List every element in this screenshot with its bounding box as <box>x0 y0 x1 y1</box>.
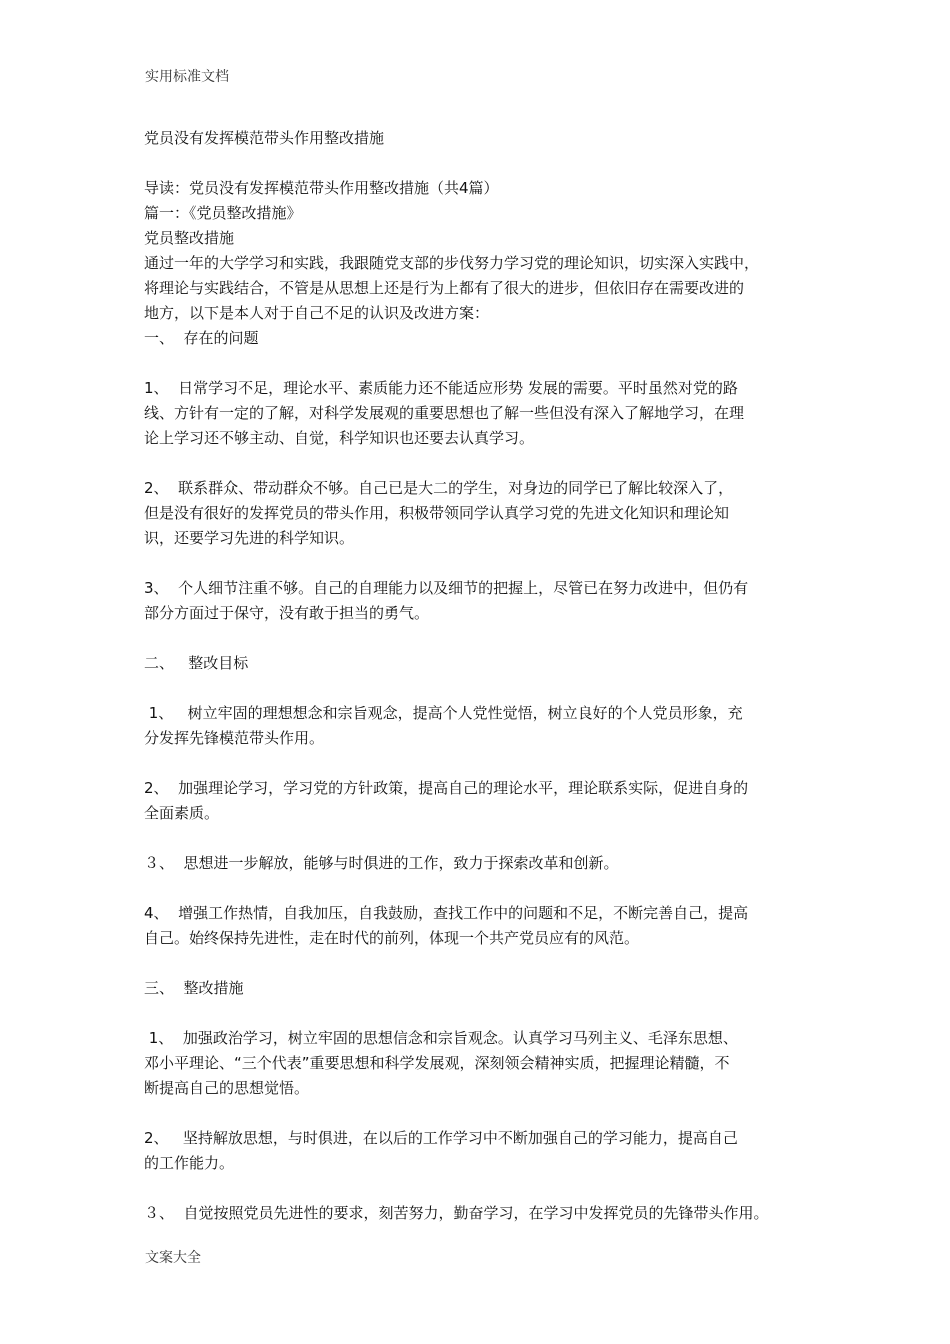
paragraph-line: 2、 加强理论学习，学习党的方针政策，提高自己的理论水平，理论联系实际，促进自身的 <box>144 779 749 797</box>
spacer <box>144 626 814 651</box>
document-title: 党员没有发挥模范带头作用整改措施 <box>144 129 385 147</box>
paragraph-line: ３、 自觉按照党员先进性的要求，刻苦努力，勤奋学习，在学习中发挥党员的先锋带头作用。 <box>144 1204 769 1222</box>
intro-line: 导读：党员没有发挥模范带头作用整改措施（共4篇） <box>144 179 499 197</box>
spacer <box>144 676 814 701</box>
spacer <box>144 1001 814 1026</box>
chapter-heading: 篇一：《党员整改措施》 <box>144 204 302 222</box>
spacer <box>144 451 814 476</box>
paragraph-line: 自己。始终保持先进性，走在时代的前列，体现一个共产党员应有的风范。 <box>144 929 640 947</box>
paragraph-line: 的工作能力。 <box>144 1154 235 1172</box>
spacer <box>144 876 814 901</box>
paragraph-line: 断提高自己的思想觉悟。 <box>144 1079 310 1097</box>
spacer <box>144 951 814 976</box>
paragraph-line: 2、 坚持解放思想，与时俱进，在以后的工作学习中不断加强自己的学习能力，提高自己 <box>144 1129 738 1147</box>
spacer <box>144 151 814 176</box>
measure-item-1 <box>144 1026 814 1101</box>
paragraph-line: 但是没有很好的发挥党员的带头作用，积极带领同学认真学习党的先进文化知识和理论知 <box>144 504 730 522</box>
section-heading-problems: 一、 存在的问题 <box>144 329 259 347</box>
paragraph-line: 3、 个人细节注重不够。自己的自理能力以及细节的把握上，尽管已在努力改进中，但仍有 <box>144 579 749 597</box>
paragraph-line: 部分方面过于保守，没有敢于担当的勇气。 <box>144 604 430 622</box>
section-subtitle: 党员整改措施 <box>144 229 235 247</box>
measure-item-2 <box>144 1126 814 1176</box>
spacer <box>144 1176 814 1201</box>
section-heading-measures: 三、 整改措施 <box>144 979 244 997</box>
paragraph-line: 分发挥先锋模范带头作用。 <box>144 729 325 747</box>
page-header: 实用标准文档 <box>145 69 229 85</box>
paragraph-line: 将理论与实践结合，不管是从思想上还是行为上都有了很大的进步，但依旧存在需要改进的 <box>144 279 745 297</box>
goal-item-4 <box>144 901 814 951</box>
goal-item-2 <box>144 776 814 826</box>
problem-item-3 <box>144 576 814 626</box>
paragraph-line: 4、 增强工作热情，自我加压，自我鼓励，查找工作中的问题和不足，不断完善自己，提高 <box>144 904 749 922</box>
paragraph-line: 通过一年的大学学习和实践，我跟随党支部的步伐努力学习党的理论知识，切实深入实践中， <box>144 254 760 272</box>
spacer <box>144 826 814 851</box>
paragraph-line: 论上学习还不够主动、自觉，科学知识也还要去认真学习。 <box>144 429 535 447</box>
paragraph-line: 1、 树立牢固的理想想念和宗旨观念，提高个人党性觉悟，树立良好的个人党员形象，充 <box>144 704 743 722</box>
goal-item-1 <box>144 701 814 751</box>
spacer <box>144 751 814 776</box>
paragraph-line: 1、 日常学习不足，理论水平、素质能力还不能适应形势 发展的需要。平时虽然对党的路 <box>144 379 738 397</box>
measure-item-3 <box>144 1201 814 1226</box>
paragraph-line: 2、 联系群众、带动群众不够。自己已是大二的学生，对身边的同学已了解比较深入了， <box>144 479 734 497</box>
problem-item-2 <box>144 476 814 551</box>
spacer <box>144 351 814 376</box>
page-footer: 文案大全 <box>145 1250 201 1266</box>
spacer <box>144 551 814 576</box>
paragraph-line: 地方，以下是本人对于自己不足的认识及改进方案： <box>144 304 490 322</box>
paragraph-line: ３、 思想进一步解放，能够与时俱进的工作，致力于探索改革和创新。 <box>144 854 619 872</box>
section-heading-goals: 二、 整改目标 <box>144 654 249 672</box>
paragraph-line: 识，还要学习先进的科学知识。 <box>144 529 355 547</box>
problem-item-1 <box>144 376 814 451</box>
document-body <box>144 126 814 1226</box>
goal-item-3 <box>144 851 814 876</box>
paragraph-line: 1、 加强政治学习，树立牢固的思想信念和宗旨观念。认真学习马列主义、毛泽东思想、 <box>144 1029 738 1047</box>
paragraph-line: 线、方针有一定的了解，对科学发展观的重要思想也了解一些但没有深入了解地学习，在理 <box>144 404 745 422</box>
paragraph-line: 全面素质。 <box>144 804 220 822</box>
paragraph-line: 邓小平理论、“三个代表”重要思想和科学发展观，深刻领会精神实质，把握理论精髓，不 <box>144 1054 730 1072</box>
spacer <box>144 1101 814 1126</box>
opening-paragraph <box>144 251 814 326</box>
